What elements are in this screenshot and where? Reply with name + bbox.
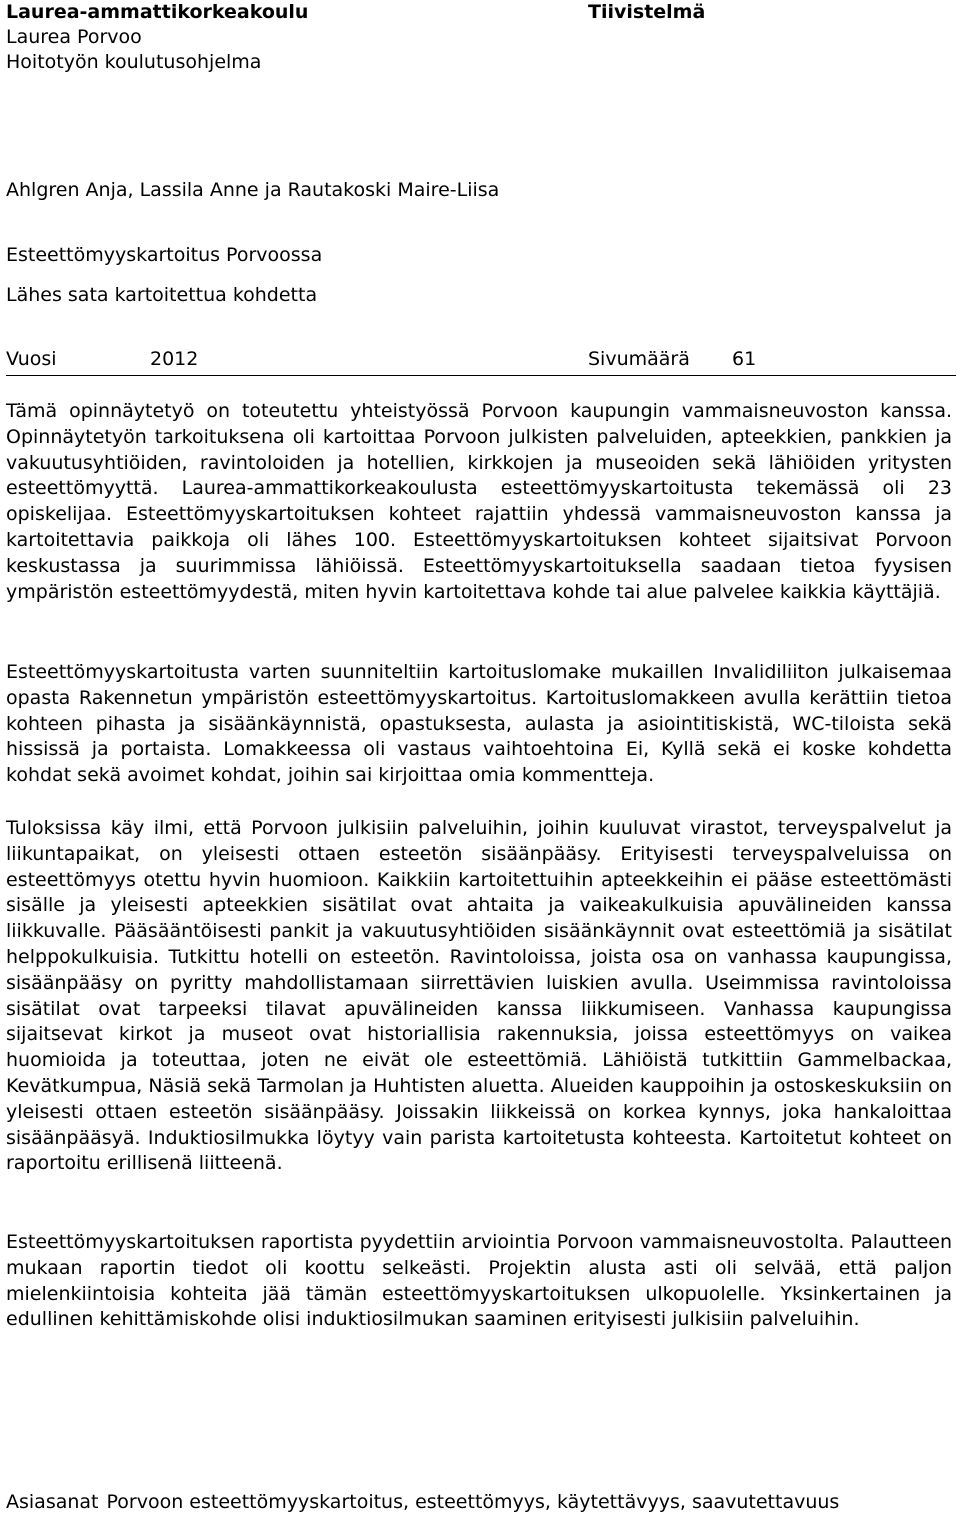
keywords-value: Porvoon esteettömyyskartoitus, esteettömyys, käytettävyys, saavutettavuus [106,1491,840,1513]
header-left [6,0,308,75]
keywords [6,1490,839,1515]
abstract-paragraph-results: Tuloksissa käy ilmi, että Porvoon julkisiin palveluihin, joihin kuuluvat virastot, terveyspalvelut ja liikuntapaikat, on yleisesti ottaen esteetön sisäänpääsy. Erityisesti terveyspalveluissa on esteettömyys otettu hyvin huomioon. Kaikkiin kartoitettuihin apteekkeihin ei pääse esteettömästi sisälle ja yleisesti apteekkien sisätilat ovat ahtaita ja vaikeakulkuisia apuvälineiden kanssa liikkuvalle. Pääsääntöisesti pankit ja vakuutusyhtiöiden sisäänkäynnit ovat esteettömiä ja sisätilat helppokulkuisia. Tutkittu hotelli on esteetön. Ravintoloissa, joista osa on vanhassa kaupungissa, sisäänpääsy on pyritty mahdollistamaan siirrettävien luiskien avulla. Useimmissa ravintoloissa sisätilat ovat tarpeeksi tilavat apuvälineiden kanssa liikkumiseen. Vanhassa kaupungissa sijaitsevat kirkot ja museot ovat historiallisia rakennuksia, joissa esteettömyys on vaikea huomioida ja toteuttaa, joten ne eivät ole esteettömiä. Lähiöistä tutkittiin Gammelbackaa, Kevätkumpua, Näsiä sekä Tarmolan ja Huhtisten aluetta. Alueiden kauppoihin ja ostoskeskuksiin on yleisesti ottaen esteetön sisäänpääsy. Joissakin liikkeissä on korkea kynnys, joka hankaloittaa sisäänpääsyä. Induktiosilmukka löytyy vain parista kartoitetusta kohteesta. Kartoitetut kohteet on raportoitu erillisenä liitteenä. [6,817,952,1175]
document-type: Tiivistelmä [588,1,706,23]
thesis-subtitle: Lähes sata kartoitettua kohdetta [6,284,318,306]
year-label: Vuosi [6,348,57,370]
meta-row [6,347,956,375]
abstract-paragraph-method: Esteettömyyskartoitusta varten suunniteltiin kartoituslomake mukaillen Invalidiliiton julkaisemaa opasta Rakennetun ympäristön esteettömyyskartoitus. Kartoituslomakkeen avulla kerättiin tietoa kohteen pihasta ja sisäänkäynnistä, opastuksesta, aulasta ja asiointitiskistä, WC-tiloista sekä hississä ja portaista. Lomakkeessa oli vastaus vaihtoehtoina Ei, Kyllä sekä ei koske kohdetta kohdat sekä avoimet kohdat, joihin sai kirjoittaa omia kommentteja. [6,661,952,787]
programme-name: Hoitotyön koulutusohjelma [6,51,262,73]
authors: Ahlgren Anja, Lassila Anne ja Rautakoski Maire-Liisa [6,179,500,201]
meta-divider [6,375,956,376]
keywords-label: Asiasanat [6,1491,99,1513]
thesis-title: Esteettömyyskartoitus Porvoossa [6,244,323,266]
year-value: 2012 [150,348,199,370]
abstract-paragraph-purpose: Tämä opinnäytetyö on toteutettu yhteistyössä Porvoon kaupungin vammaisneuvoston kanssa. Opinnäytetyön tarkoituksena oli kartoittaa Porvoon julkisten palveluiden, apteekkien, pankkien ja vakuutusyhtiöiden, ravintoloiden ja hotellien, kirkkojen ja museoiden sekä lähiöiden yritysten esteettömyyttä. Laurea-ammattikorkeakoulusta esteettömyyskartoitusta tekemässä oli 23 opiskelijaa. Esteettömyyskartoituksen kohteet rajattiin yhdessä vammaisneuvoston kanssa ja kartoitettavia paikkoja oli lähes 100. Esteettömyyskartoituksen kohteet sijaitsivat Porvoon keskustassa ja suurimmissa lähiöissä. Esteettömyyskartoituksella saadaan tietoa fyysisen ympäristön esteettömyydestä, miten hyvin kartoitettava kohde tai alue palvelee kaikkia käyttäjiä. [6,400,952,603]
header-right [588,0,705,25]
institution-name: Laurea-ammattikorkeakoulu [6,1,309,23]
page-count-value: 61 [732,348,757,370]
abstract-paragraph-evaluation: Esteettömyyskartoituksen raportista pyydettiin arviointia Porvoon vammaisneuvostolta. Palautteen mukaan raportin tiedot oli koottu selkeästi. Projektin alusta asti oli selvää, että paljon mielenkiintoisia kohteita jää tämän esteettömyyskartoituksen ulkopuolelle. Yksinkertainen ja edullinen kehittämiskohde olisi induktiosilmukan saaminen erityisesti julkisiin palveluihin. [6,1231,952,1331]
unit-name: Laurea Porvoo [6,26,142,48]
page-count-label: Sivumäärä [588,348,690,370]
